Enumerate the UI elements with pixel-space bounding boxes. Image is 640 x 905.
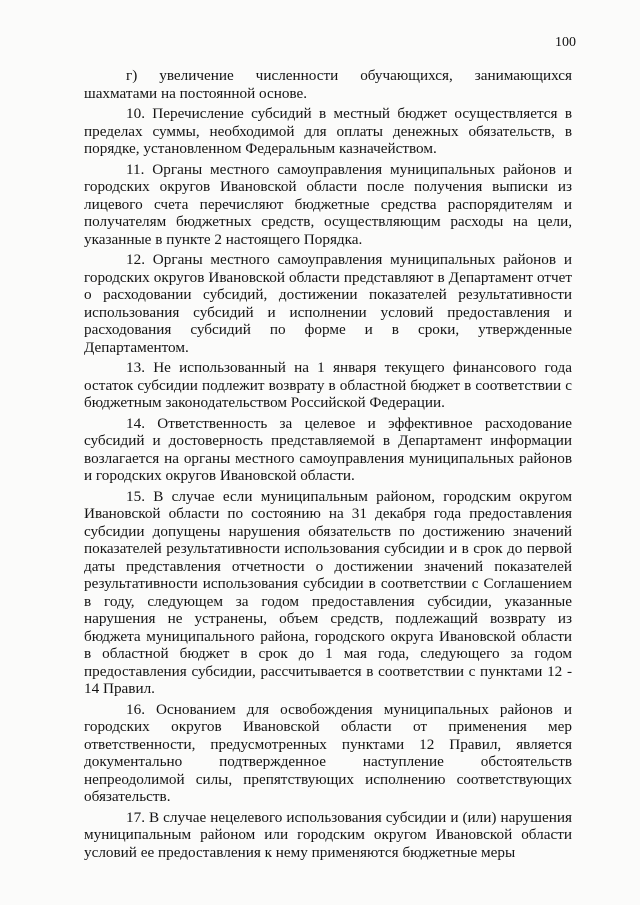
paragraph-10: 10. Перечисление субсидий в местный бюджет осуществляется в пределах суммы, необходимой для оплаты денежных обязательств, в порядке, установленном Федеральным казначейством. — [84, 105, 572, 157]
paragraph-15: 15. В случае если муниципальным районом, городским округом Ивановской области по состоянию на 31 декабря года предоставления субсидии допущены нарушения обязательств по достижению значений показателей результативности использования субсидии и в срок до первой даты представления отчетности о достижении значений показателей результативности использования субсидии в соответствии с Соглашением в году, следующем за годом предоставления субсидии, указанные нарушения не устранены, объем средств, подлежащий возврату из бюджета муниципального района, городского округа Ивановской области в областной бюджет в срок до 1 мая года, следующего за годом предоставления субсидии, рассчитывается в соответствии с пунктами 12 - 14 Правил. — [84, 487, 572, 697]
paragraph-12: 12. Органы местного самоуправления муниципальных районов и городских округов Ивановской области представляют в Департамент отчет о расходовании субсидий, достижении показателей результативности использования субсидий и исполнении условий предоставления и расходования субсидий по форме и в сроки, утвержденные Департаментом. — [84, 251, 572, 356]
paragraph-13: 13. Не использованный на 1 января текущего финансового года остаток субсидии подлежит возврату в областной бюджет в соответствии с бюджетным законодательством Российской Федерации. — [84, 359, 572, 411]
paragraph-g: г) увеличение численности обучающихся, занимающихся шахматами на постоянной основе. — [84, 67, 572, 102]
paragraph-16: 16. Основанием для освобождения муниципальных районов и городских округов Ивановской области от применения мер ответственности, предусмотренных пунктами 12 Правил, является документально подтвержденное наступление обстоятельств непреодолимой силы, препятствующих исполнению соответствующих обязательств. — [84, 700, 572, 805]
page-number: 100 — [555, 35, 576, 50]
paragraph-17: 17. В случае нецелевого использования субсидии и (или) нарушения муниципальным районом или городским округом Ивановской области условий ее предоставления к нему применяются бюджетные меры — [84, 808, 572, 861]
document-body — [84, 67, 572, 864]
paragraph-14: 14. Ответственность за целевое и эффективное расходование субсидий и достоверность представляемой в Департамент информации возлагается на органы местного самоуправления муниципальных районов и городских округов Ивановской области. — [84, 414, 572, 484]
paragraph-11: 11. Органы местного самоуправления муниципальных районов и городских округов Ивановской области после получения выписки из лицевого счета перечисляют бюджетные средства распорядителям и получателям бюджетных средств, осуществляющим расходы на цели, указанные в пункте 2 настоящего Порядка. — [84, 160, 572, 248]
